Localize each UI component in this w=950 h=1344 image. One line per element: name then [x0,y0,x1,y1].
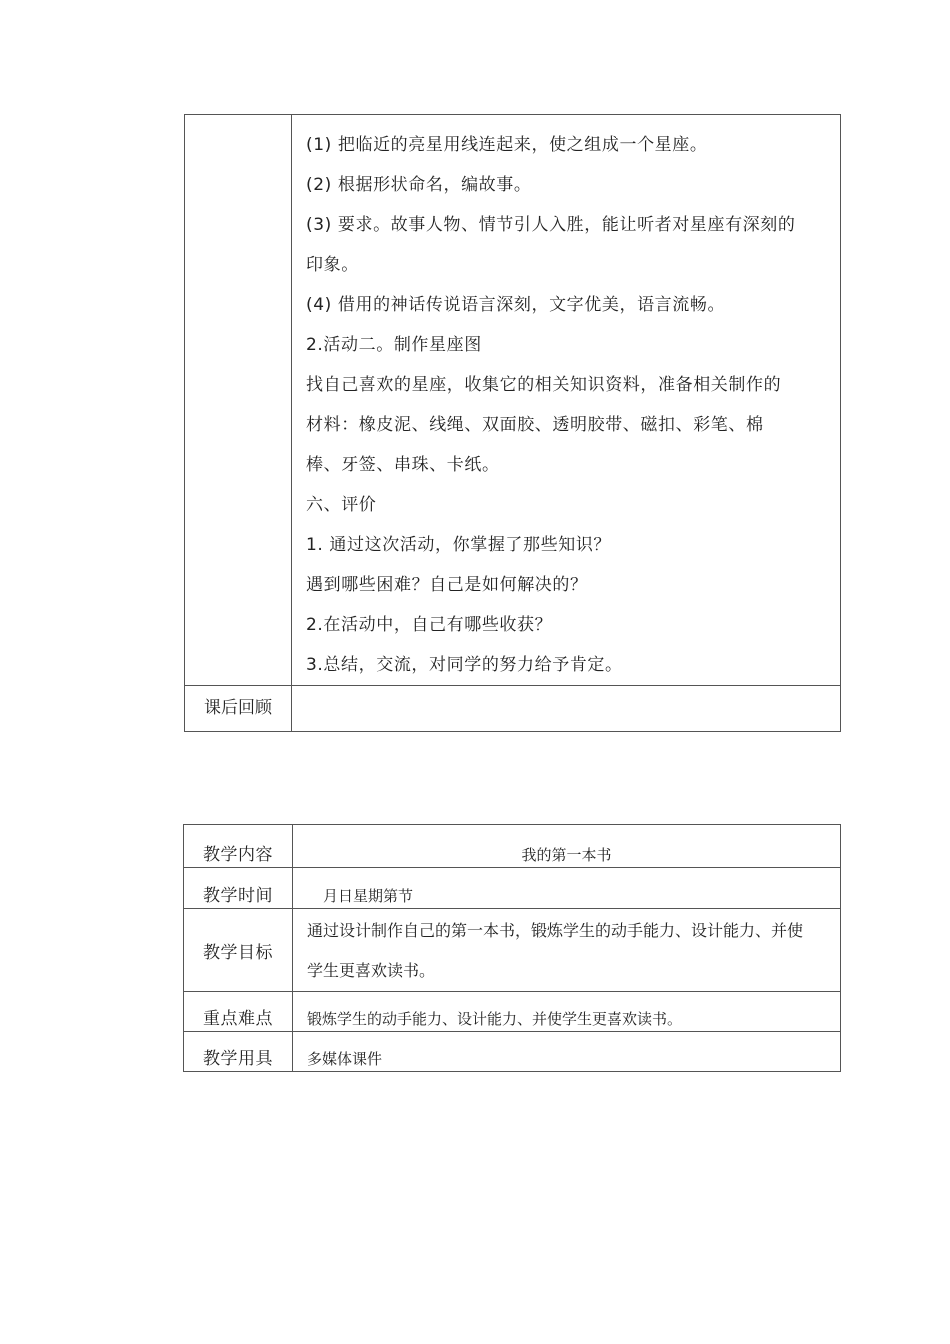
tools-label: 教学用具 [184,1032,293,1072]
lesson-activities-table [184,114,841,732]
key-row [184,992,841,1032]
activity-line: 材料：橡皮泥、线绳、双面胶、透明胶带、磁扣、彩笔、棉 [306,415,764,435]
key-value: 锻炼学生的动手能力、设计能力、并使学生更喜欢读书。 [293,992,841,1032]
time-value: 月日星期第节 [293,868,841,909]
tools-row [184,1032,841,1072]
content-row [184,825,841,868]
goal-label: 教学目标 [184,909,293,992]
activity-line: 六、评价 [306,495,377,515]
lesson-info-table [183,824,841,1072]
activities-content-cell [292,115,841,686]
review-label: 课后回顾 [185,686,292,732]
activity-line: 2.在活动中，自己有哪些收获？ [306,615,553,635]
content-label: 教学内容 [184,825,293,868]
goal-row [184,909,841,992]
goal-line: 学生更喜欢读书。 [307,961,436,980]
activities-row [185,115,841,686]
activity-line: 3.总结，交流，对同学的努力给予肯定。 [306,655,623,675]
tools-value: 多媒体课件 [293,1032,841,1072]
activity-line: (4) 借用的神话传说语言深刻，文字优美，语言流畅。 [306,295,726,315]
goal-line: 通过设计制作自己的第一本书，锻炼学生的动手能力、设计能力、并使 [307,921,804,940]
key-label: 重点难点 [184,992,293,1032]
time-label: 教学时间 [184,868,293,909]
activities-label-cell [185,115,292,686]
content-value: 我的第一本书 [293,825,841,868]
activity-line: 找自己喜欢的星座，收集它的相关知识资料，准备相关制作的 [306,375,782,395]
activity-line: 2.活动二。制作星座图 [306,335,482,355]
review-value [292,686,841,732]
goal-value [293,909,841,992]
time-row [184,868,841,909]
activity-line: (3) 要求。故事人物、情节引人入胜，能让听者对星座有深刻的 [306,215,796,235]
activity-line: 棒、牙签、串珠、卡纸。 [306,455,500,475]
activity-line: 印象。 [306,255,359,275]
activity-line: 1. 通过这次活动，你掌握了那些知识？ [306,535,612,555]
activity-line: 遇到哪些困难？自己是如何解决的？ [306,575,588,595]
activity-line: (1) 把临近的亮星用线连起来，使之组成一个星座。 [306,135,708,155]
activity-line: (2) 根据形状命名，编故事。 [306,175,532,195]
review-row [185,686,841,732]
